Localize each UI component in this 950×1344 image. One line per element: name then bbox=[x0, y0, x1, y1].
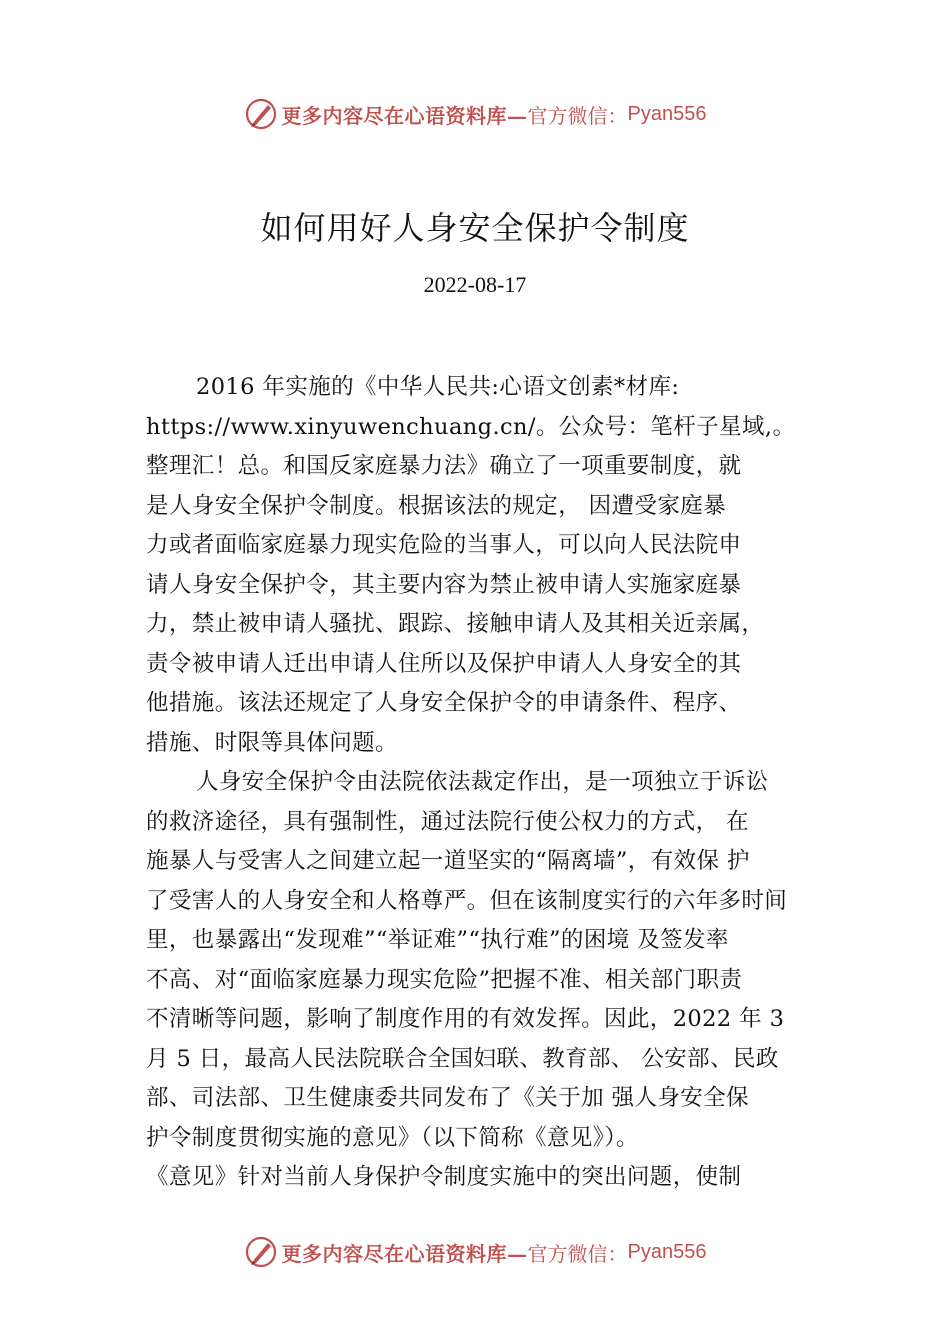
banner-wechat-id: Pyan556 bbox=[627, 102, 707, 125]
body-line: 了受害人的人身安全和人格尊严。但在该制度实行的六年多时间 bbox=[146, 887, 788, 914]
pen-logo-icon bbox=[244, 97, 278, 131]
body-line: 施暴人与受害人之间建立起一道坚实的“隔离墙”，有效保 护 bbox=[146, 848, 750, 874]
body-line: 2016 年实施的《中华人民共:心语文创素*材库: bbox=[196, 374, 680, 400]
body-line: 人身安全保护令由法院依法裁定作出，是一项独立于诉讼 bbox=[196, 769, 769, 795]
document-title: 如何用好人身安全保护令制度 bbox=[260, 209, 690, 247]
banner-text: 更多内容尽在心语资料库— bbox=[281, 1241, 528, 1266]
body-line: 的救济途径，具有强制性，通过法院行使公权力的方式， 在 bbox=[146, 808, 749, 835]
body-line: 里，也暴露出“发现难”“举证难”“执行难”的困境 及签发率 bbox=[146, 927, 729, 953]
pen-logo-icon bbox=[244, 1235, 278, 1269]
banner-wechat-label: 官方微信： bbox=[527, 1241, 628, 1266]
header-banner bbox=[0, 94, 950, 134]
footer-banner bbox=[0, 1232, 950, 1272]
body-line: 整理汇！总。和国反家庭暴力法》确立了一项重要制度，就 bbox=[146, 453, 742, 479]
body-line: 部、司法部、卫生健康委共同发布了《关于加 强人身安全保 bbox=[146, 1085, 749, 1111]
body-line: 措施、时限等具体问题。 bbox=[146, 729, 398, 756]
body-line: 是人身安全保护令制度。根据该法的规定， 因遭受家庭暴 bbox=[146, 492, 727, 519]
body-line: 力或者面临家庭暴力现实危险的当事人，可以向人民法院申 bbox=[146, 532, 742, 558]
banner-wechat-label: 官方微信： bbox=[527, 103, 628, 128]
document-date: 2022-08-17 bbox=[423, 272, 527, 297]
body-line: 力，禁止被申请人骚扰、跟踪、接触申请人及其相关近亲属， bbox=[146, 611, 765, 637]
body-line: 月 5 日，最高人民法院联合全国妇联、教育部、 公安部、民政 bbox=[146, 1045, 779, 1072]
body-line: 责令被申请人迁出申请人住所以及保护申请人人身安全的其 bbox=[146, 650, 742, 677]
body-line: 不高、对“面临家庭暴力现实危险”把握不准、相关部门职责 bbox=[146, 966, 743, 993]
body-line: 他措施。该法还规定了人身安全保护令的申请条件、程序、 bbox=[146, 690, 742, 716]
banner-wechat-id: Pyan556 bbox=[627, 1240, 707, 1263]
body-line: 护令制度贯彻实施的意见》（以下简称《意见》）。 bbox=[146, 1124, 639, 1151]
body-line: 请人身安全保护令，其主要内容为禁止被申请人实施家庭暴 bbox=[146, 571, 742, 598]
body-line: 《意见》针对当前人身保护令制度实施中的突出问题，使制 bbox=[146, 1164, 742, 1190]
document-body bbox=[146, 368, 836, 1198]
banner-text: 更多内容尽在心语资料库— bbox=[281, 103, 528, 128]
body-line: https://www.xinyuwenchuang.cn/。公众号：笔杆子星域,。 bbox=[146, 413, 796, 440]
body-line: 不清晰等问题，影响了制度作用的有效发挥。因此，2022 年 3 bbox=[146, 1006, 785, 1032]
